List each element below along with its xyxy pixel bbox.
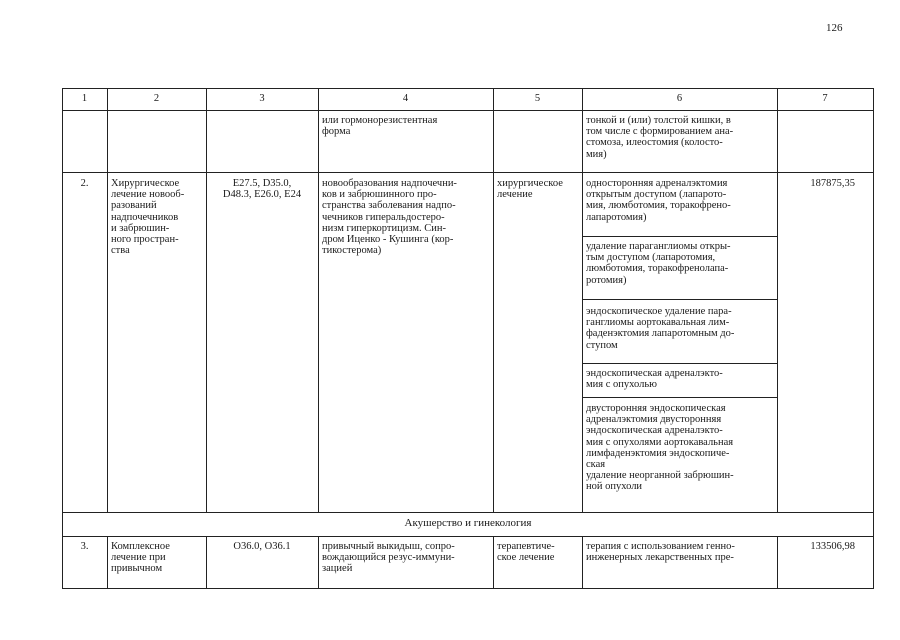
row-divider — [62, 512, 874, 513]
row-number: 3. — [80, 541, 89, 552]
column-divider — [318, 536, 319, 588]
method-divider — [582, 363, 777, 364]
column-header-6: 6 — [676, 93, 683, 104]
patient-model: новообразования надпочечни- ков и забрюшинного про- странства заболевания надпо- чечников гиперальдостеро- низм гиперкортицизм. Син- дром Иценко - Кушинга (кор- тикостерома) — [322, 178, 457, 257]
column-header-3: 3 — [259, 93, 265, 104]
cost-value: 133506,98 — [810, 541, 855, 552]
continued-patient-model: или гормонорезистентная форма — [322, 115, 438, 138]
section-heading: Акушерство и гинекология — [404, 518, 532, 529]
continued-treatment-method: тонкой и (или) толстой кишки, в том числе с формированием ана- стомоза, илеостомия (колосто- мия) — [586, 115, 734, 160]
column-divider — [107, 88, 108, 512]
row-number: 2. — [80, 178, 89, 189]
treatment-method: терапия с использованием генно- инженерных лекарственных пре- — [586, 541, 735, 564]
patient-model: привычный выкидыш, сопро- вождающийся резус-иммуни- зацией — [322, 541, 455, 575]
service-name: Хирургическое лечение новооб- разований надпочечников и забрюшин- ного простран- ства — [111, 178, 185, 257]
column-header-7: 7 — [822, 93, 828, 104]
column-divider — [493, 88, 494, 512]
table-border-top — [62, 88, 874, 89]
page-number: 126 — [826, 22, 843, 34]
header-row-divider — [62, 110, 874, 111]
treatment-method: двусторонняя эндоскопическая адреналэктомия двусторонняя эндоскопическая адреналэкто- мия с опухолями аортокавальная лимфаденэктомия эндоскопиче- ская удаление неорганной забрюшин- ной опухоли — [586, 403, 734, 493]
cost-value: 187875,35 — [810, 178, 855, 189]
treatment-method: односторонняя адреналэктомия открытым доступом (лапарото- мия, люмботомия, торакофрено- лапаротомия) — [586, 178, 731, 223]
treatment-type: терапевтиче- ское лечение — [497, 541, 555, 564]
icd-codes: E27.5, D35.0, D48.3, E26.0, E24 — [222, 178, 302, 201]
method-divider — [582, 236, 777, 237]
column-divider — [107, 536, 108, 588]
row-divider — [62, 536, 874, 537]
treatment-method: удаление параганглиомы откры- тым доступом (лапаротомия, люмботомия, торакофренолапа- ротомия) — [586, 241, 731, 286]
column-divider — [777, 88, 778, 512]
column-divider — [582, 88, 583, 512]
column-header-4: 4 — [402, 93, 409, 104]
table-border-bottom — [62, 588, 874, 589]
treatment-method: эндоскопическая адреналэкто- мия с опухолью — [586, 368, 723, 391]
column-header-2: 2 — [153, 93, 160, 104]
column-header-1: 1 — [81, 93, 88, 104]
method-divider — [582, 397, 777, 398]
column-divider — [582, 536, 583, 588]
column-divider — [318, 88, 319, 512]
column-divider — [206, 88, 207, 512]
column-header-5: 5 — [534, 93, 541, 104]
icd-codes: O36.0, O36.1 — [233, 541, 291, 552]
table-border-right — [873, 88, 874, 588]
treatment-type: хирургическое лечение — [497, 178, 563, 201]
table-border-left — [62, 88, 63, 588]
row-divider — [62, 172, 874, 173]
service-name: Комплексное лечение при привычном — [111, 541, 170, 575]
treatment-method: эндоскопическое удаление пара- ганглиомы аортокавальная лим- фаденэктомия лапаротомным до- ступом — [586, 306, 735, 351]
column-divider — [493, 536, 494, 588]
method-divider — [582, 299, 777, 300]
